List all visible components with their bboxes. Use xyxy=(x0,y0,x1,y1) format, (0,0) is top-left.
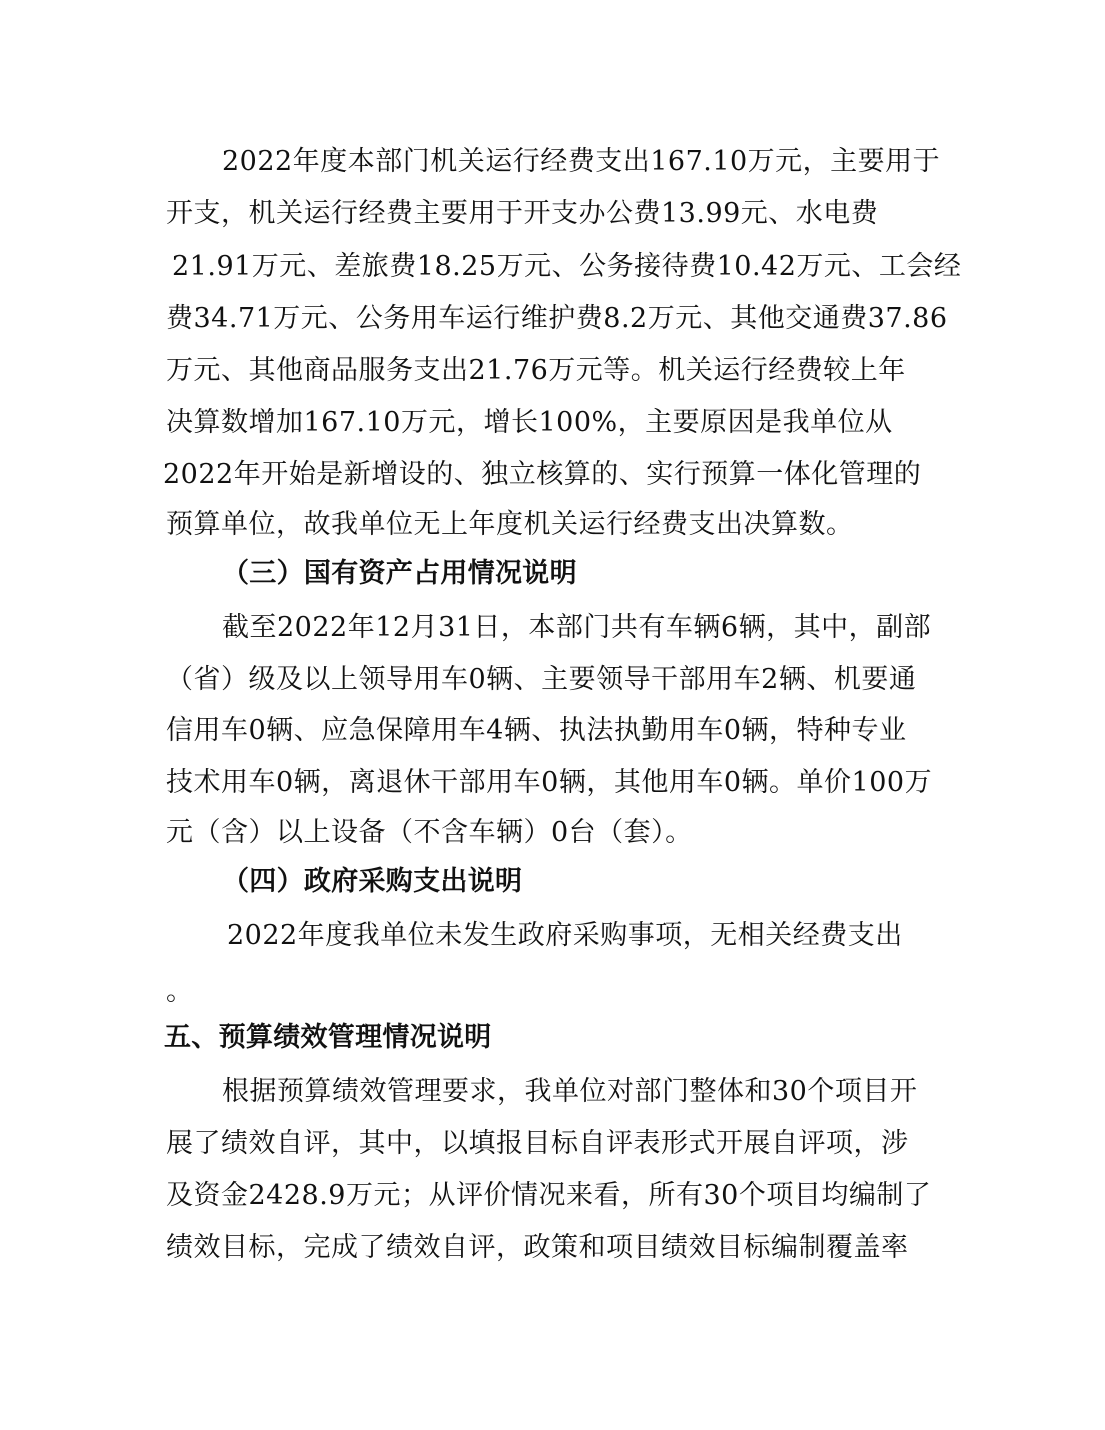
paragraph-line: 及资金2428.9万元；从评价情况来看，所有30个项目均编制了 xyxy=(166,1180,932,1211)
paragraph-line: 元（含）以上设备（不含车辆）0台（套）。 xyxy=(166,817,693,848)
paragraph-line: 技术用车0辆，离退休干部用车0辆，其他用车0辆。单价100万 xyxy=(166,767,933,798)
paragraph-line: 2022年开始是新增设的、独立核算的、实行预算一体化管理的 xyxy=(163,459,922,490)
paragraph-line: 截至2022年12月31日，本部门共有车辆6辆，其中，副部 xyxy=(222,612,932,643)
subsection-heading: （三）国有资产占用情况说明 xyxy=(222,558,577,589)
paragraph-line: 信用车0辆、应急保障用车4辆、执法执勤用车0辆，特种专业 xyxy=(166,715,907,746)
paragraph-line: 预算单位，故我单位无上年度机关运行经费支出决算数。 xyxy=(166,509,854,540)
section-heading: 五、预算绩效管理情况说明 xyxy=(164,1022,492,1053)
paragraph-line: （省）级及以上领导用车0辆、主要领导干部用车2辆、机要通 xyxy=(166,664,917,695)
paragraph-line: 。 xyxy=(166,976,194,1007)
paragraph-line: 21.91万元、差旅费18.25万元、公务接待费10.42万元、工会经 xyxy=(172,251,962,282)
subsection-heading: （四）政府采购支出说明 xyxy=(222,866,523,897)
paragraph-line: 2022年度本部门机关运行经费支出167.10万元，主要用于 xyxy=(222,146,941,177)
paragraph-line: 万元、其他商品服务支出21.76万元等。机关运行经费较上年 xyxy=(166,355,906,386)
paragraph-line: 费34.71万元、公务用车运行维护费8.2万元、其他交通费37.86 xyxy=(166,303,948,334)
paragraph-line: 展了绩效自评，其中，以填报目标自评表形式开展自评项，涉 xyxy=(166,1128,909,1159)
paragraph-line: 决算数增加167.10万元，增长100%，主要原因是我单位从 xyxy=(166,407,893,438)
paragraph-line: 2022年度我单位未发生政府采购事项，无相关经费支出 xyxy=(227,920,903,951)
paragraph-line: 根据预算绩效管理要求，我单位对部门整体和30个项目开 xyxy=(222,1076,918,1107)
paragraph-line: 开支，机关运行经费主要用于开支办公费13.99元、水电费 xyxy=(166,198,879,229)
paragraph-line: 绩效目标，完成了绩效自评，政策和项目绩效目标编制覆盖率 xyxy=(166,1232,909,1263)
